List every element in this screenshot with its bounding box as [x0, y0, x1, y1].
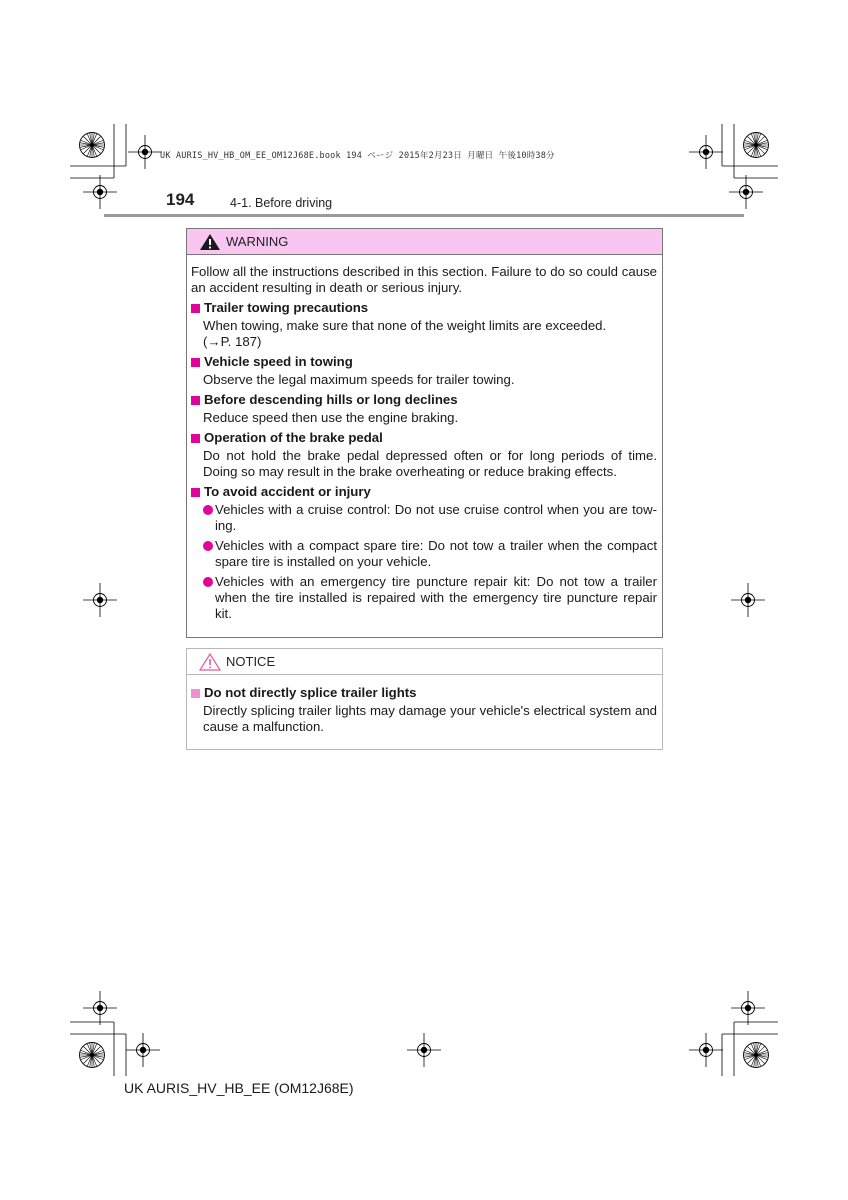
magenta-square-icon: [191, 434, 200, 443]
registration-crosshair-icon: [126, 1033, 160, 1067]
printer-star-target-icon: [744, 1043, 769, 1068]
printer-star-target-icon: [80, 1043, 105, 1068]
registration-crosshair-icon: [731, 991, 765, 1025]
registration-crosshair-icon: [731, 583, 765, 617]
notice-label: NOTICE: [226, 654, 276, 669]
registration-crosshair-icon: [83, 583, 117, 617]
bullet-item: Vehicles with an emergency tire puncture repair kit: Do not tow a trailer when the tire installed is repaired with the emergency tire puncture repair kit.: [203, 574, 657, 622]
registration-crosshair-icon: [729, 175, 763, 209]
warning-triangle-icon: [199, 233, 221, 251]
registration-crosshair-icon: [128, 135, 162, 169]
notice-header: [187, 649, 662, 675]
section-heading: Operation of the brake pedal: [191, 430, 657, 446]
section-text: Do not hold the brake pedal depressed often or for long periods of time. Doing so may result in the brake overheating or reduce braking effects.: [203, 448, 657, 479]
section-heading: To avoid accident or injury: [191, 484, 657, 500]
magenta-square-icon: [191, 358, 200, 367]
notice-triangle-icon: [199, 653, 221, 671]
section-text: When towing, make sure that none of the weight limits are exceeded. (→P. 187): [203, 318, 607, 349]
registration-crosshair-icon: [689, 1033, 723, 1067]
header-rule: [104, 214, 744, 217]
magenta-dot-icon: [203, 541, 213, 551]
registration-crosshair-icon: [83, 991, 117, 1025]
notice-box: [186, 648, 663, 750]
magenta-square-icon: [191, 488, 200, 497]
section-text: Observe the legal maximum speeds for trailer towing.: [203, 372, 515, 387]
bullet-item: Vehicles with a cruise control: Do not use cruise control when you are tow-ing.: [203, 502, 657, 534]
magenta-dot-icon: [203, 505, 213, 515]
section-heading: Trailer towing precautions: [191, 300, 657, 316]
section-text: Reduce speed then use the engine braking.: [203, 410, 459, 425]
print-slug: UK AURIS_HV_HB_OM_EE_OM12J68E.book 194 ページ 2015年2月23日 月曜日 午後10時38分: [160, 151, 555, 161]
notice-text: Directly splicing trailer lights may damage your vehicle's electrical system and cause a malfunction.: [203, 703, 657, 734]
magenta-square-icon: [191, 689, 200, 698]
section-heading: Before descending hills or long declines: [191, 392, 657, 408]
warning-header: [187, 229, 662, 255]
page-number: 194: [166, 190, 195, 209]
footer-code: UK AURIS_HV_HB_EE (OM12J68E): [124, 1080, 354, 1096]
notice-body: [187, 675, 662, 735]
warning-label: WARNING: [226, 234, 289, 249]
warning-body: [187, 255, 662, 622]
section-heading: Do not directly splice trailer lights: [191, 685, 657, 701]
registration-crosshair-icon: [407, 1033, 441, 1067]
registration-crosshair-icon: [83, 175, 117, 209]
section-title: 4-1. Before driving: [230, 196, 333, 210]
magenta-square-icon: [191, 396, 200, 405]
warning-intro: Follow all the instructions described in this section. Failure to do so could cause an accident resulting in death or serious injury.: [191, 264, 657, 295]
printer-star-target-icon: [744, 133, 769, 158]
printer-star-target-icon: [80, 133, 105, 158]
warning-box: [186, 228, 663, 638]
section-heading: Vehicle speed in towing: [191, 354, 657, 370]
registration-crosshair-icon: [689, 135, 723, 169]
bullet-item: Vehicles with a compact spare tire: Do not tow a trailer when the compact spare tire is installed on your vehicle.: [203, 538, 657, 570]
magenta-square-icon: [191, 304, 200, 313]
magenta-dot-icon: [203, 577, 213, 587]
